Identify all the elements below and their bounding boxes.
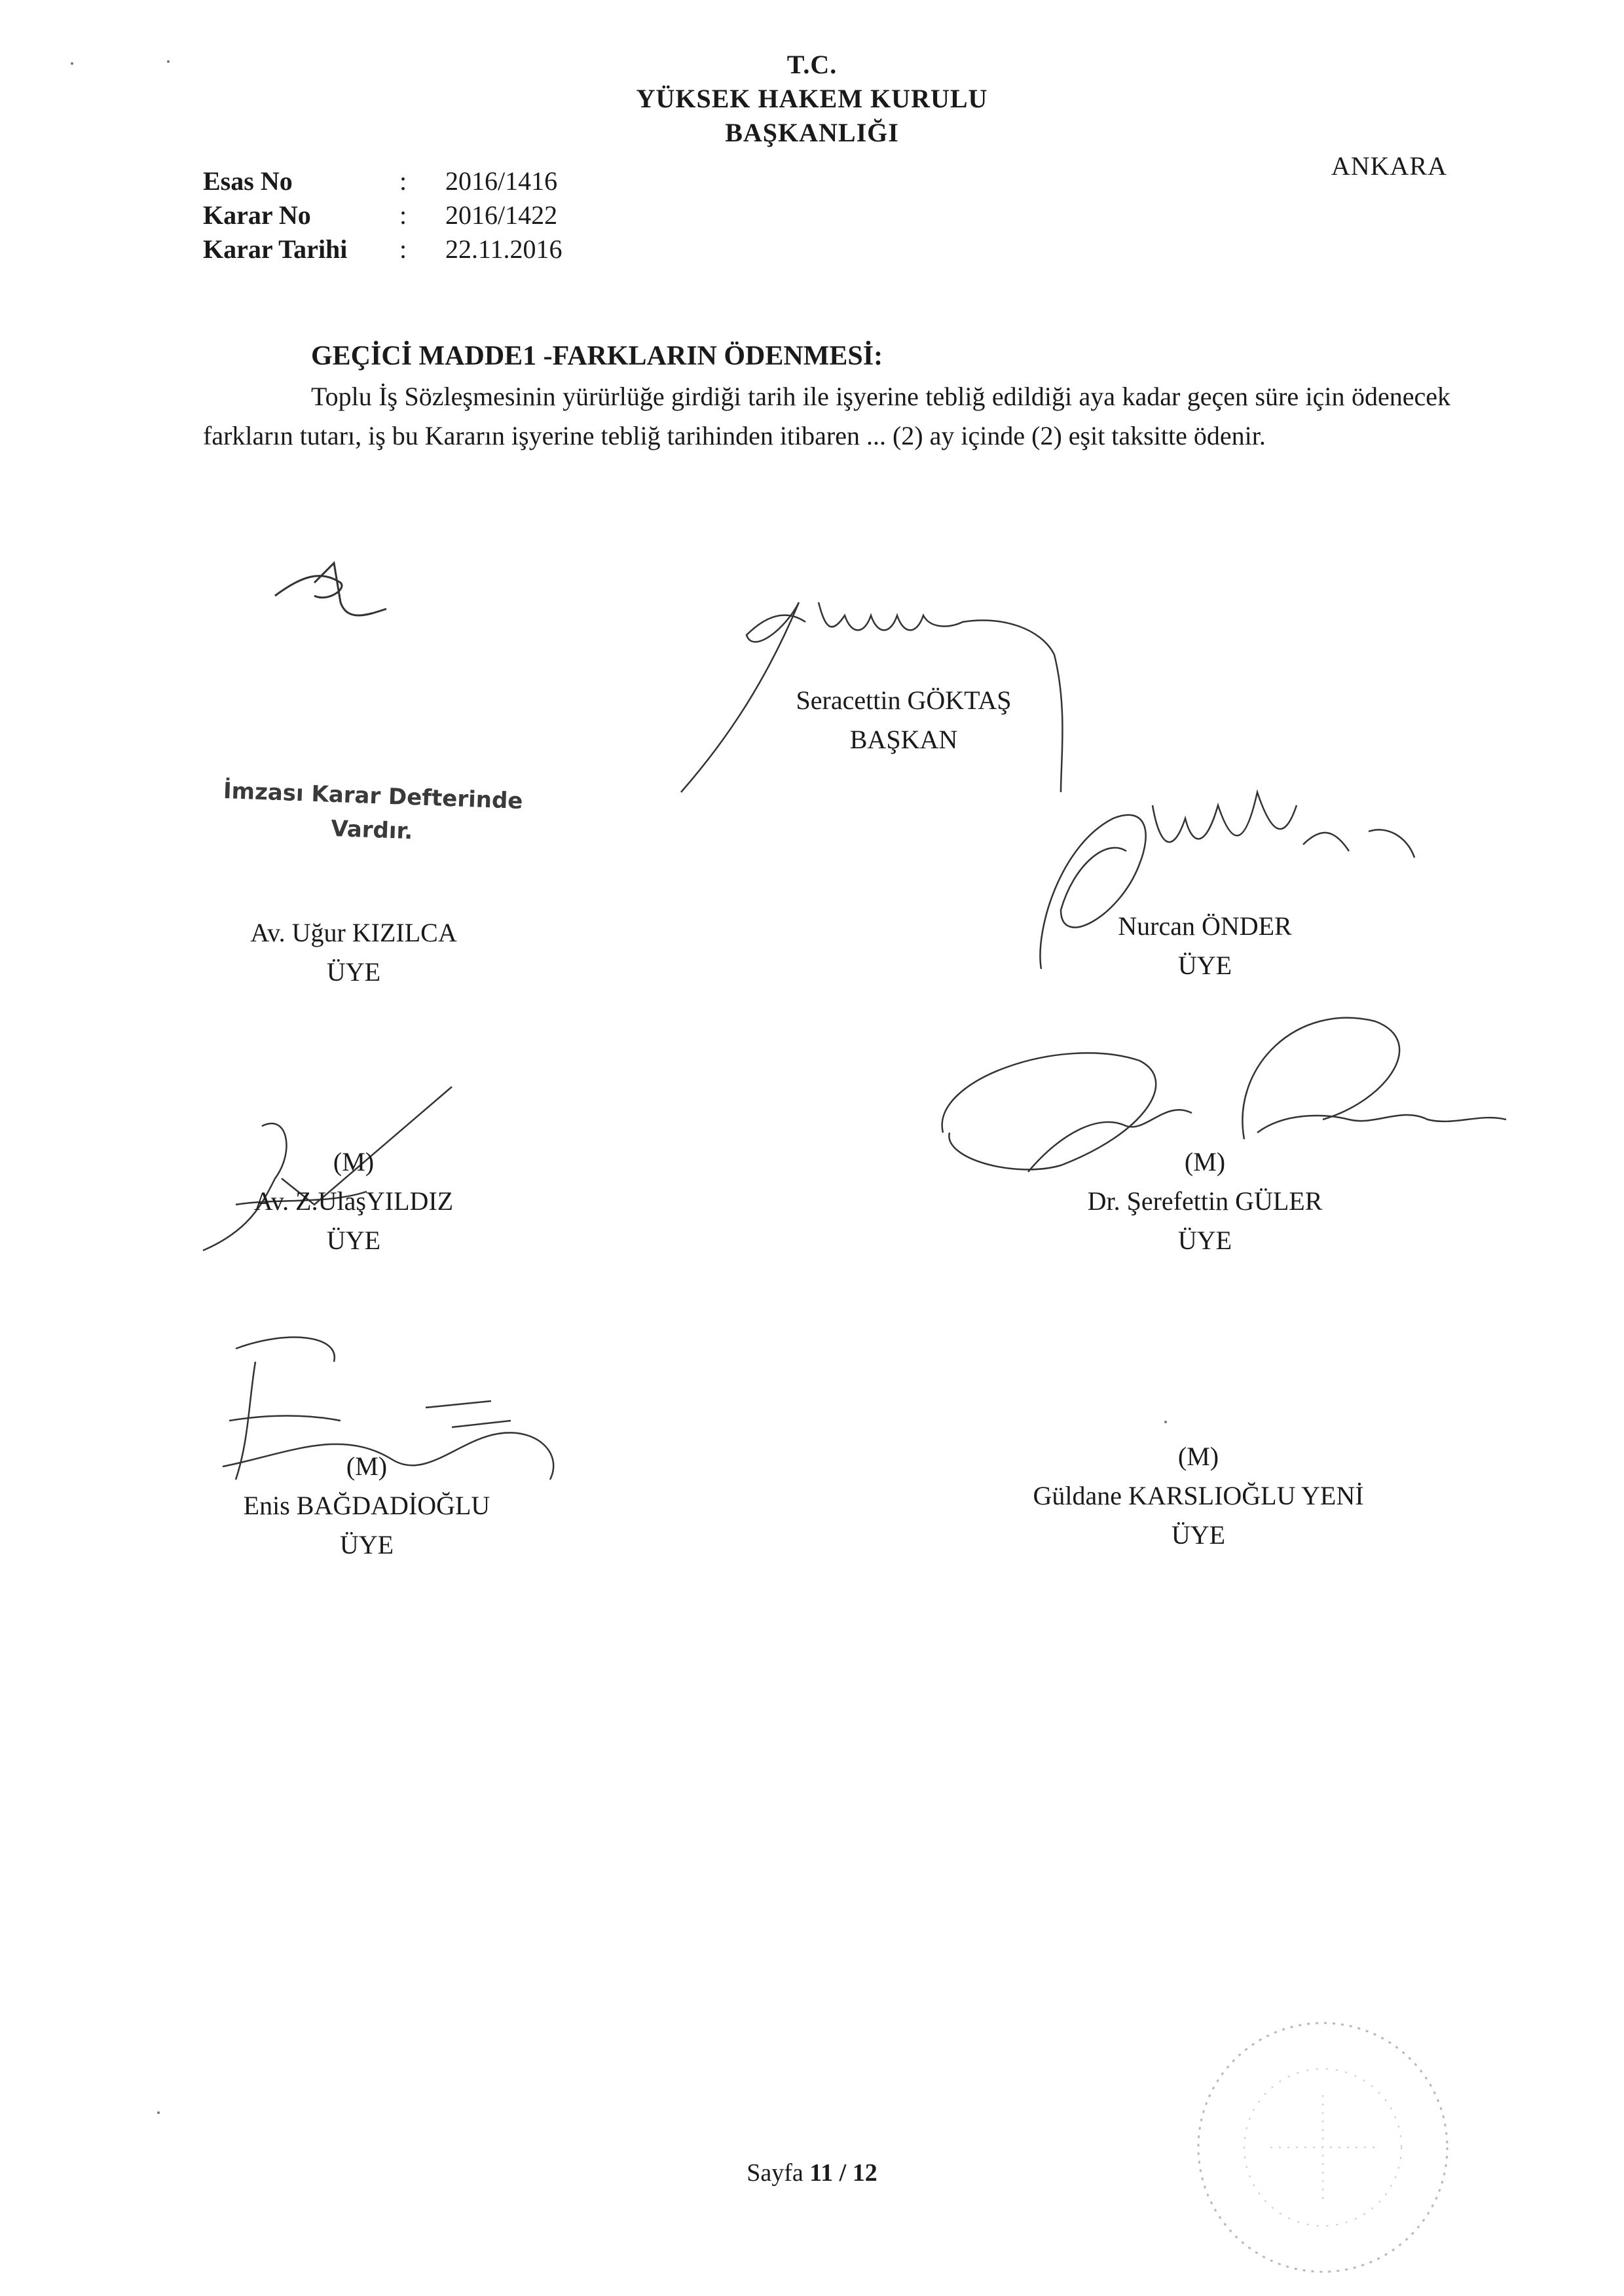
baskan-role: BAŞKAN — [849, 725, 958, 754]
kizilca-role: ÜYE — [326, 957, 381, 987]
meta-tarih-colon: : — [399, 234, 407, 264]
meta-karar-label: Karar No — [203, 200, 311, 230]
article-title: GEÇİCİ MADDE1 -FARKLARIN ÖDENMESİ: — [311, 341, 883, 371]
initials-signature-graphic — [262, 550, 406, 629]
page-number-prefix: Sayfa — [747, 2159, 803, 2187]
stamp-line-2: Vardır. — [330, 815, 414, 845]
karslioglu-mark: (M) — [1177, 1442, 1219, 1471]
header-institution: YÜKSEK HAKEM KURULU — [636, 84, 988, 113]
signatory-kizilca — [196, 913, 511, 992]
scan-speck — [71, 62, 73, 65]
signatory-guler — [1022, 1142, 1388, 1260]
yildiz-mark: (M) — [333, 1147, 375, 1176]
kizilca-name: Av. Uğur KIZILCA — [250, 918, 457, 947]
yildiz-role: ÜYE — [326, 1226, 381, 1255]
yildiz-name: Av. Z.UlaşYILDIZ — [253, 1186, 454, 1216]
meta-esas-colon: : — [399, 166, 407, 196]
karslioglu-role: ÜYE — [1171, 1520, 1226, 1550]
header-tc: T.C. — [786, 50, 838, 79]
bagdadioglu-role: ÜYE — [339, 1530, 394, 1559]
meta-tarih-value: 22.11.2016 — [445, 234, 563, 264]
official-seal-graphic — [1172, 2016, 1473, 2278]
stamp-line-1: İmzası Karar Defterinde — [223, 778, 524, 814]
page-number — [0, 2159, 1624, 2187]
scan-speck — [157, 2111, 160, 2114]
signatory-onder — [1048, 907, 1362, 985]
signatory-bagdadioglu — [196, 1447, 537, 1565]
meta-esas-row — [203, 166, 557, 196]
guler-name: Dr. Şerefettin GÜLER — [1087, 1186, 1323, 1216]
meta-esas-value: 2016/1416 — [445, 166, 558, 196]
header-presidency: BAŞKANLIĞI — [725, 118, 899, 147]
guler-role: ÜYE — [1177, 1226, 1232, 1255]
meta-karar-value: 2016/1422 — [445, 200, 558, 230]
meta-tarih-label: Karar Tarihi — [203, 234, 348, 264]
scan-speck — [1164, 1421, 1167, 1423]
signature-stamp-text — [221, 774, 523, 852]
article-body: Toplu İş Sözleşmesinin yürürlüğe girdiği tarih ile işyerine tebliğ edildiği aya kadar geçen süre için ödenecek farkların tutarı, iş bu Kararın işyerine tebliğ tarihinden itibaren ... (2) ay içinde (2) eşit taksitte ödenir. — [203, 382, 1450, 450]
page-number-value: 11 / 12 — [809, 2159, 877, 2187]
signatory-baskan — [740, 681, 1067, 759]
scan-speck — [167, 60, 170, 63]
guler-mark: (M) — [1184, 1147, 1226, 1176]
karslioglu-name: Güldane KARSLIOĞLU YENİ — [1033, 1481, 1364, 1510]
meta-esas-label: Esas No — [203, 166, 293, 196]
signatory-karslioglu — [969, 1437, 1428, 1555]
onder-name: Nurcan ÖNDER — [1118, 911, 1292, 941]
meta-karar-row — [203, 200, 557, 230]
city-label: ANKARA — [1331, 151, 1447, 181]
signatory-yildiz — [196, 1142, 511, 1260]
meta-tarih-row — [203, 234, 563, 264]
onder-role: ÜYE — [1177, 951, 1232, 980]
bagdadioglu-name: Enis BAĞDADİOĞLU — [243, 1491, 490, 1520]
baskan-name: Seracettin GÖKTAŞ — [796, 685, 1012, 715]
bagdadioglu-mark: (M) — [346, 1451, 388, 1481]
meta-karar-colon: : — [399, 200, 407, 230]
